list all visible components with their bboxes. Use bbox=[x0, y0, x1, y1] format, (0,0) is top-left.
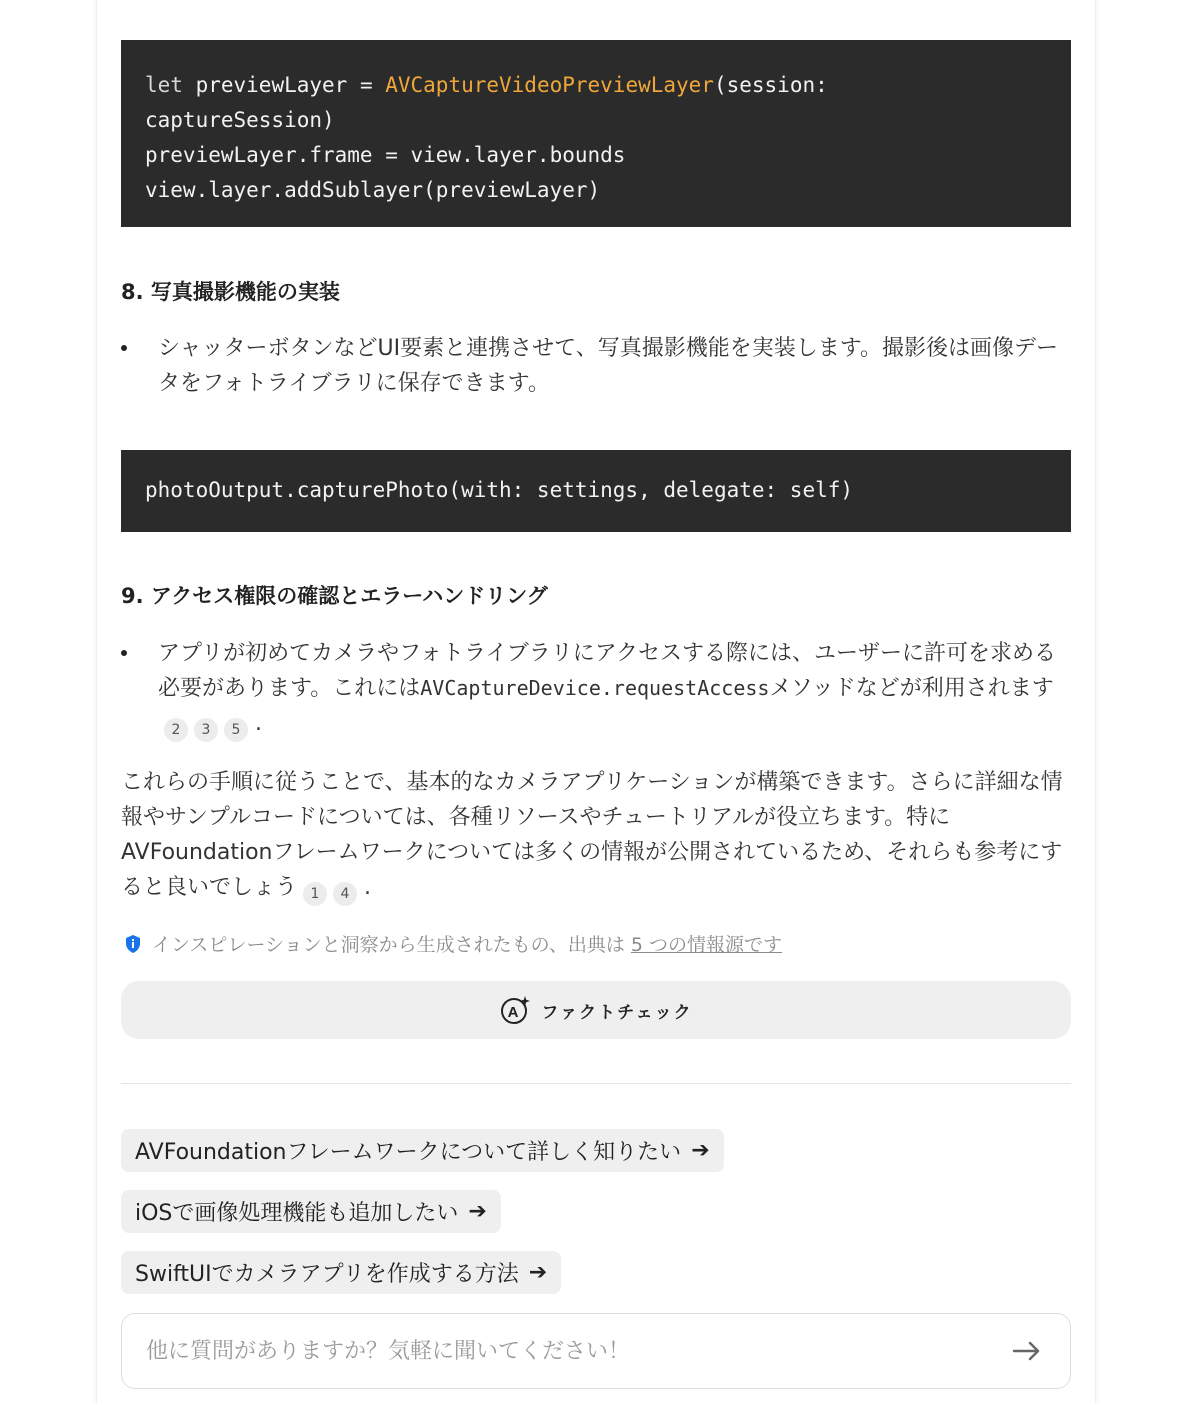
sources-link[interactable]: 5 つの情報源です bbox=[630, 934, 783, 956]
answer-page bbox=[96, 0, 1096, 1404]
section-heading-8: 8. 写真撮影機能の実装 bbox=[121, 280, 340, 304]
bullet-text: シャッターボタンなどUI要素と連携させて、写真撮影機能を実装します。撮影後は画像データをフォトライブラリに保存できます。 bbox=[158, 336, 1058, 396]
code-block-capture-photo bbox=[121, 450, 1071, 532]
citation-badge[interactable]: 3 bbox=[194, 718, 218, 742]
suggestion-label: iOSで画像処理機能も追加したい bbox=[135, 1201, 459, 1226]
code-text: previewLayer = bbox=[182, 73, 386, 97]
send-arrow-icon[interactable] bbox=[1012, 1339, 1042, 1363]
code-text: (session: bbox=[713, 73, 828, 97]
arrow-right-icon: ➔ bbox=[528, 1260, 548, 1285]
citation-badge[interactable]: 2 bbox=[164, 718, 188, 742]
arrow-right-icon: ➔ bbox=[468, 1199, 487, 1224]
fact-check-label: ファクトチェック bbox=[541, 1002, 693, 1023]
citation-badge[interactable]: 4 bbox=[333, 882, 357, 906]
bullet-dot bbox=[121, 345, 127, 351]
source-note bbox=[121, 930, 782, 957]
code-line: photoOutput.capturePhoto(with: settings, delegate: self) bbox=[145, 478, 854, 502]
suggestion-chip[interactable] bbox=[121, 1190, 501, 1233]
citation-badge[interactable]: 5 bbox=[224, 718, 248, 742]
code-type: AVCaptureVideoPreviewLayer bbox=[385, 73, 714, 97]
bullet-text-part: アプリが初めてカメラやフォトライブラリにアクセスする際には、ユーザーに許可を求める必要があります。これには bbox=[158, 641, 1057, 701]
section-heading-9: 9. アクセス権限の確認とエラーハンドリング bbox=[121, 584, 548, 608]
bullet-item-8 bbox=[121, 331, 1071, 401]
source-note-text: インスピレーションと洞察から生成されたもの、出典は bbox=[152, 934, 625, 956]
code-block-preview-layer bbox=[121, 40, 1071, 227]
citation-badge[interactable]: 1 bbox=[303, 882, 327, 906]
code-line: captureSession) bbox=[145, 108, 335, 132]
summary-text: これらの手順に従うことで、基本的なカメラアプリケーションが構築できます。さらに詳細な情報やサンプルコードについては、各種リソースやチュートリアルが役立ちます。特にAVFoundationフレームワークについては多くの情報が公開されているため、それらも参考にすると良いでしょう bbox=[121, 770, 1063, 900]
summary-paragraph bbox=[121, 765, 1071, 906]
code-line: previewLayer.frame = view.layer.bounds bbox=[145, 143, 626, 167]
inline-code: AVCaptureDevice.requestAccess bbox=[420, 676, 770, 700]
svg-text:A: A bbox=[508, 1004, 521, 1021]
bullet-text-part: メソッドなどが利用されます bbox=[769, 676, 1054, 701]
bullet-text bbox=[158, 636, 1071, 742]
follow-up-box bbox=[121, 1313, 1071, 1389]
code-line: view.layer.addSublayer(previewLayer) bbox=[145, 178, 601, 202]
follow-up-input[interactable] bbox=[144, 1338, 1012, 1365]
suggestion-label: SwiftUIでカメラアプリを作成する方法 bbox=[135, 1262, 519, 1287]
arrow-right-icon: ➔ bbox=[691, 1138, 710, 1163]
sentence-end: . bbox=[364, 875, 372, 900]
bullet-item-9 bbox=[121, 636, 1071, 742]
suggestion-chip[interactable] bbox=[121, 1129, 724, 1172]
divider bbox=[121, 1083, 1071, 1084]
sentence-end: . bbox=[255, 711, 262, 736]
shield-icon bbox=[124, 934, 142, 954]
ai-check-icon bbox=[499, 994, 531, 1026]
code-keyword: let bbox=[145, 73, 183, 97]
suggestion-chip[interactable] bbox=[121, 1251, 561, 1294]
bullet-dot bbox=[121, 650, 127, 656]
suggestion-label: AVFoundationフレームワークについて詳しく知りたい bbox=[135, 1140, 682, 1165]
fact-check-button[interactable] bbox=[121, 981, 1071, 1039]
